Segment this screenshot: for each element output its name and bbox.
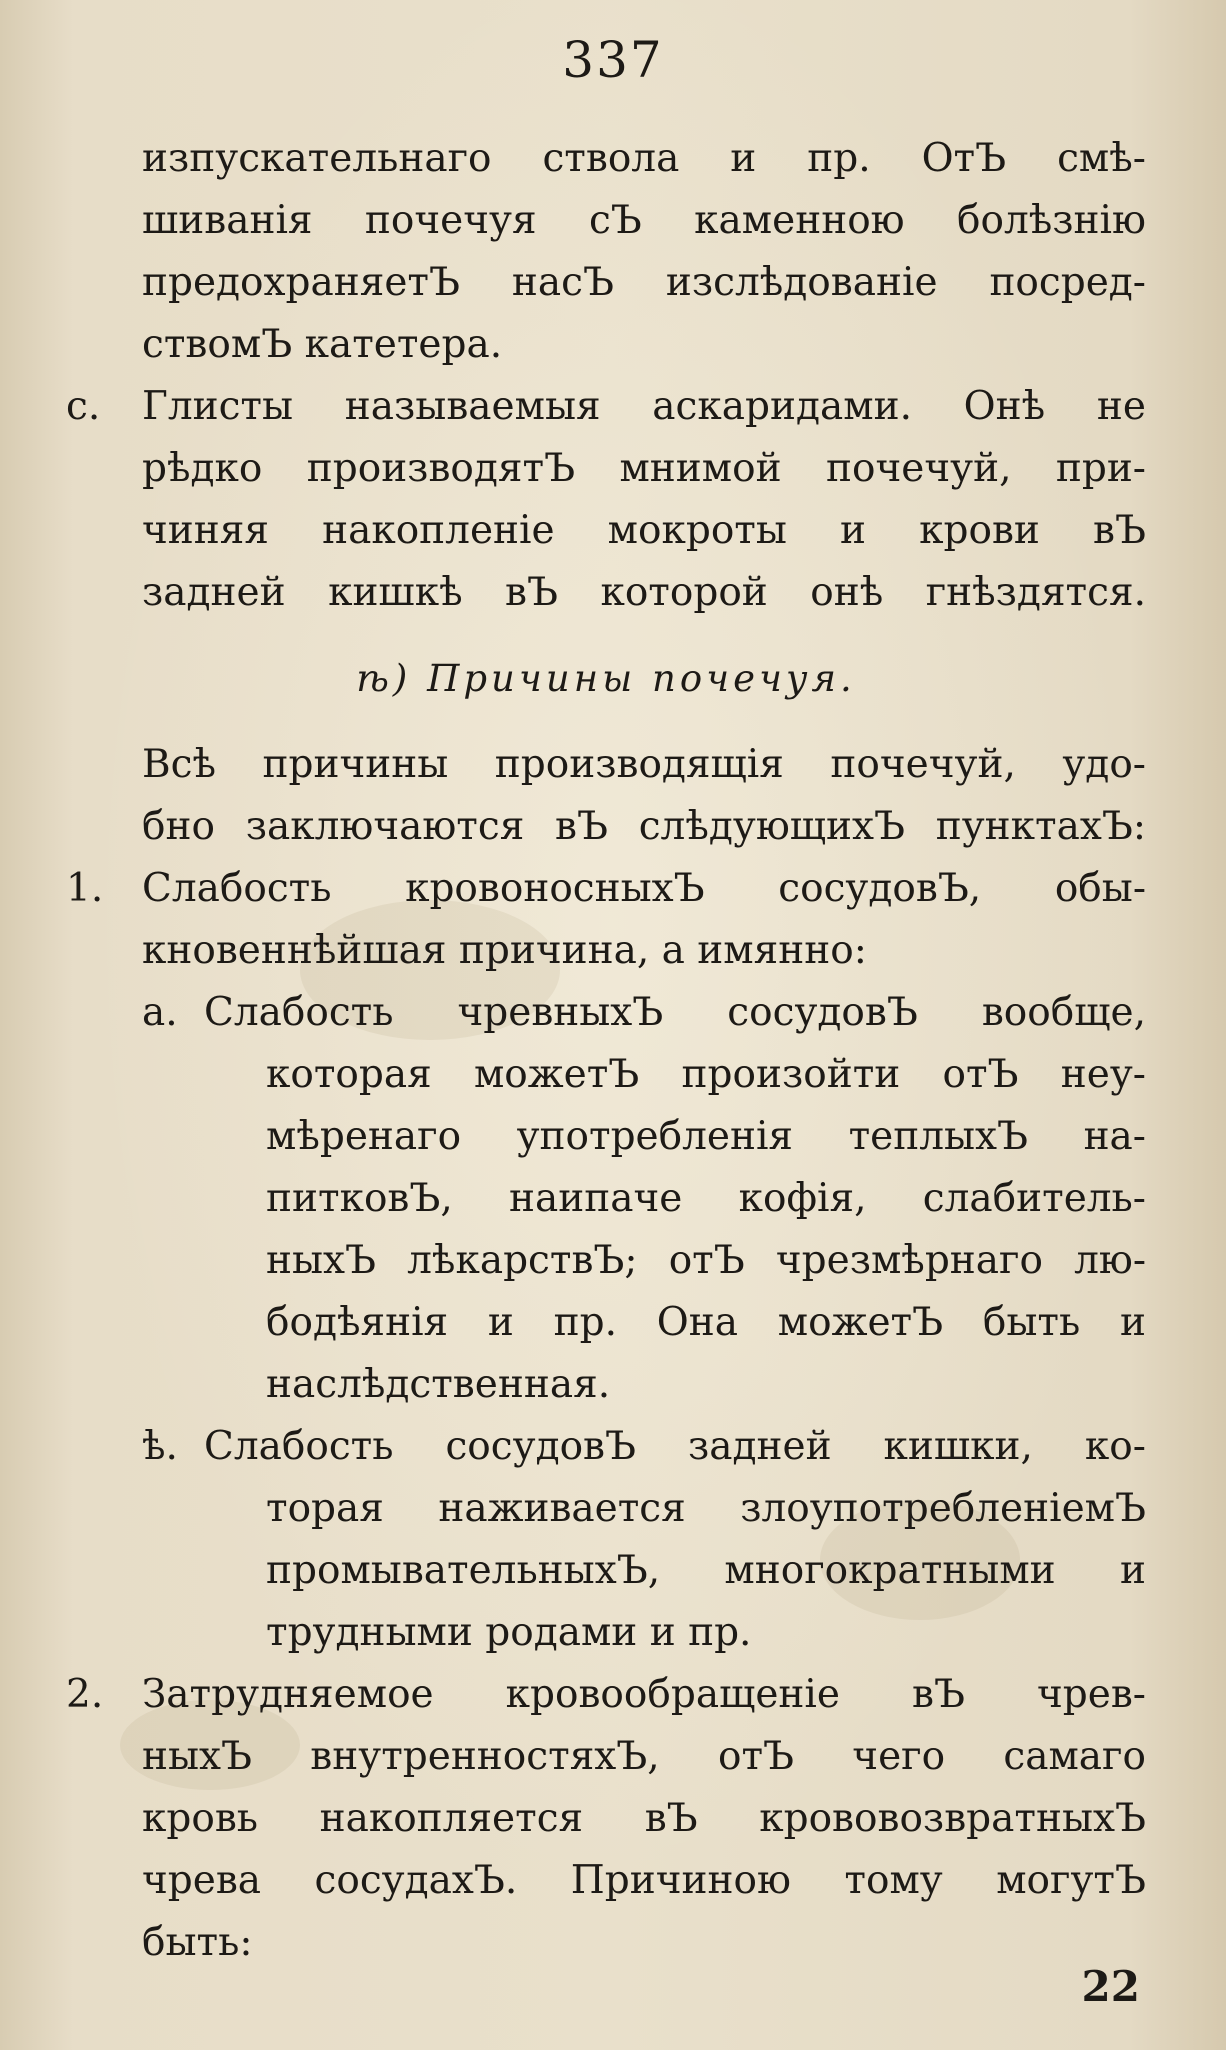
text-line [66, 1354, 1146, 1416]
line-text [142, 1788, 1146, 1850]
list-marker: а. [142, 990, 178, 1035]
word: отЪ [942, 1052, 1019, 1097]
word: вЪ [555, 804, 608, 849]
word: кровоносныхЪ [405, 866, 705, 911]
word: отЪ [717, 1734, 795, 1779]
word: ствола [542, 136, 680, 181]
line-text [142, 438, 1146, 500]
text-line [66, 1106, 1146, 1168]
word: пунктахЪ: [935, 804, 1146, 849]
word: Слабость [204, 990, 394, 1035]
text-line [66, 190, 1146, 252]
word: онѣ [810, 570, 884, 615]
word: вЪ [912, 1672, 965, 1717]
word: задней [142, 570, 286, 615]
text-line [66, 1850, 1146, 1912]
word: наживается [438, 1486, 686, 1531]
line-text [142, 500, 1146, 562]
word: кровообращеніе [505, 1672, 840, 1717]
text-line [66, 562, 1146, 624]
word: ныхЪ [266, 1238, 377, 1283]
word: сЪ [588, 198, 642, 243]
word: шиванія [142, 198, 313, 243]
word: вЪ [505, 570, 558, 615]
text-line [66, 1540, 1146, 1602]
word: и [840, 508, 867, 553]
word: промывательныхЪ, [266, 1548, 661, 1593]
text-line [66, 1292, 1146, 1354]
word: Причиною [570, 1858, 791, 1903]
word: вообще, [981, 990, 1146, 1035]
word: изпускательнаго [142, 136, 492, 181]
line-text [142, 190, 1146, 252]
word: и [730, 136, 757, 181]
text-line [66, 1168, 1146, 1230]
text-line [66, 858, 1146, 920]
word: изслѣдованіе [665, 260, 938, 305]
word: Всѣ [142, 742, 217, 787]
text-line [66, 500, 1146, 562]
text-line [66, 796, 1146, 858]
word: быть [982, 1300, 1081, 1345]
word: самаго [1003, 1734, 1146, 1779]
text-line [66, 438, 1146, 500]
text-line [66, 1726, 1146, 1788]
word: при- [1055, 446, 1146, 491]
paragraph-spacer [66, 710, 1146, 734]
text-line [66, 252, 1146, 314]
list-marker: с. [66, 384, 101, 429]
page-number: 337 [562, 31, 664, 89]
line-text: наслѣдственная. [266, 1362, 611, 1407]
word: называемыя [344, 384, 601, 429]
word: кровь [142, 1796, 259, 1841]
word: произойти [681, 1052, 901, 1097]
line-text [142, 562, 1146, 624]
word: болѣзнію [957, 198, 1146, 243]
word: задней [687, 1424, 832, 1469]
word: гнѣздятся. [925, 570, 1146, 615]
line-text [142, 858, 1146, 920]
word: посред- [989, 260, 1146, 305]
line-text [142, 734, 1146, 796]
word: вЪ [644, 1796, 698, 1841]
list-marker: 1. [66, 866, 104, 911]
line-text [142, 1850, 1146, 1912]
word: питковЪ, [266, 1176, 453, 1221]
text-line [66, 376, 1146, 438]
text-line [66, 1478, 1146, 1540]
list-marker: 2. [66, 1672, 104, 1717]
word: можетЪ [473, 1052, 640, 1097]
line-text: трудными родами и пр. [266, 1610, 752, 1655]
text-line [66, 1602, 1146, 1664]
line-text [142, 1726, 1146, 1788]
word: которая [266, 1052, 432, 1097]
word: многократными [724, 1548, 1056, 1593]
text-line [66, 1416, 1146, 1478]
word: предохраняетЪ [142, 260, 460, 305]
word: сосудовЪ, [778, 866, 982, 911]
text-line [66, 314, 1146, 376]
word: сосудовЪ [445, 1424, 636, 1469]
word: накопленіе [322, 508, 555, 553]
word: и [1120, 1548, 1146, 1593]
word: мнимой [619, 446, 782, 491]
word: сосудовЪ [727, 990, 918, 1035]
line-text: быть: [142, 1920, 253, 1965]
text-line [66, 734, 1146, 796]
word: Затрудняемое [142, 1672, 434, 1717]
word: бодѣянія [266, 1300, 449, 1345]
word: удо- [1062, 742, 1146, 787]
word: и [1119, 1300, 1146, 1345]
word: рѣдко [142, 446, 263, 491]
text-line [66, 1230, 1146, 1292]
word: неу- [1060, 1052, 1146, 1097]
word: на- [1083, 1114, 1146, 1159]
line-text [266, 1168, 1146, 1230]
word: кишки, [883, 1424, 1033, 1469]
word: злоупотребленіемЪ [740, 1486, 1146, 1531]
word: лѣкарствЪ; [407, 1238, 638, 1283]
word: отЪ [668, 1238, 745, 1283]
text-line [66, 1788, 1146, 1850]
word: кишкѣ [328, 570, 463, 615]
text-line [66, 1044, 1146, 1106]
word: почечуй, [830, 742, 1016, 787]
word: употребленія [516, 1114, 794, 1159]
word: наипаче [509, 1176, 683, 1221]
line-text [266, 1106, 1146, 1168]
word: чрев- [1037, 1672, 1146, 1717]
word: обы- [1054, 866, 1146, 911]
word: пр. [807, 136, 871, 181]
word: бно [142, 804, 215, 849]
word: вЪ [1093, 508, 1146, 553]
line-text [266, 1478, 1146, 1540]
text-line [66, 1664, 1146, 1726]
word: накопляется [319, 1796, 584, 1841]
word: Слабость [204, 1424, 394, 1469]
line-text [204, 1416, 1146, 1478]
line-text [266, 1540, 1146, 1602]
word: тому [844, 1858, 943, 1903]
line-text [266, 1044, 1146, 1106]
word: которой [600, 570, 768, 615]
text-line [66, 1912, 1146, 1974]
paragraph-spacer [66, 624, 1146, 648]
line-text [142, 376, 1146, 438]
word: внутренностяхЪ, [310, 1734, 660, 1779]
word: почечуя [364, 198, 537, 243]
line-text [204, 982, 1146, 1044]
line-text: кновеннѣйшая причина, а имянно: [142, 928, 867, 973]
word: не [1096, 384, 1146, 429]
word: аскаридами. [652, 384, 912, 429]
word: производящія [494, 742, 784, 787]
text-line [66, 128, 1146, 190]
line-text [266, 1292, 1146, 1354]
word: торая [266, 1486, 384, 1531]
word: Глисты [142, 384, 294, 429]
text-line [66, 920, 1146, 982]
line-text [142, 128, 1146, 190]
word: чрезмѣрнаго [775, 1238, 1043, 1283]
word: ОтЪ [921, 136, 1007, 181]
section-heading-text: ѣ) Причины почечуя. [356, 657, 856, 700]
word: крововозвратныхЪ [759, 1796, 1146, 1841]
line-text [266, 1230, 1146, 1292]
word: насЪ [511, 260, 614, 305]
word: мѣренаго [266, 1114, 462, 1159]
word: каменною [694, 198, 905, 243]
word: причины [262, 742, 449, 787]
word: пр. [553, 1300, 618, 1345]
text-line [66, 982, 1146, 1044]
word: Она [656, 1300, 738, 1345]
section-heading [66, 648, 1146, 710]
word: слабитель- [922, 1176, 1146, 1221]
word: крови [919, 508, 1040, 553]
word: лю- [1074, 1238, 1146, 1283]
word: чревныхЪ [457, 990, 664, 1035]
word: чего [852, 1734, 946, 1779]
word: Слабость [142, 866, 332, 911]
word: чиняя [142, 508, 269, 553]
word: смѣ- [1057, 136, 1146, 181]
word: сосудахЪ. [314, 1858, 518, 1903]
word: почечуй, [826, 446, 1012, 491]
word: и [487, 1300, 514, 1345]
body-text [66, 128, 1146, 1974]
word: кофія, [738, 1176, 867, 1221]
printer-signature: 22 [1081, 1962, 1140, 2011]
line-text [142, 1664, 1146, 1726]
word: Онѣ [963, 384, 1046, 429]
word: заключаются [245, 804, 525, 849]
word: теплыхЪ [848, 1114, 1029, 1159]
line-text: ствомЪ катетера. [142, 322, 503, 367]
word: могутЪ [996, 1858, 1146, 1903]
list-marker: ѣ. [142, 1424, 178, 1469]
word: можетЪ [777, 1300, 944, 1345]
line-text [142, 252, 1146, 314]
word: ныхЪ [142, 1734, 253, 1779]
word: слѣдующихЪ [638, 804, 905, 849]
line-text [142, 796, 1146, 858]
word: ко- [1084, 1424, 1146, 1469]
word: мокроты [607, 508, 787, 553]
word: чрева [142, 1858, 262, 1903]
word: производятЪ [306, 446, 576, 491]
